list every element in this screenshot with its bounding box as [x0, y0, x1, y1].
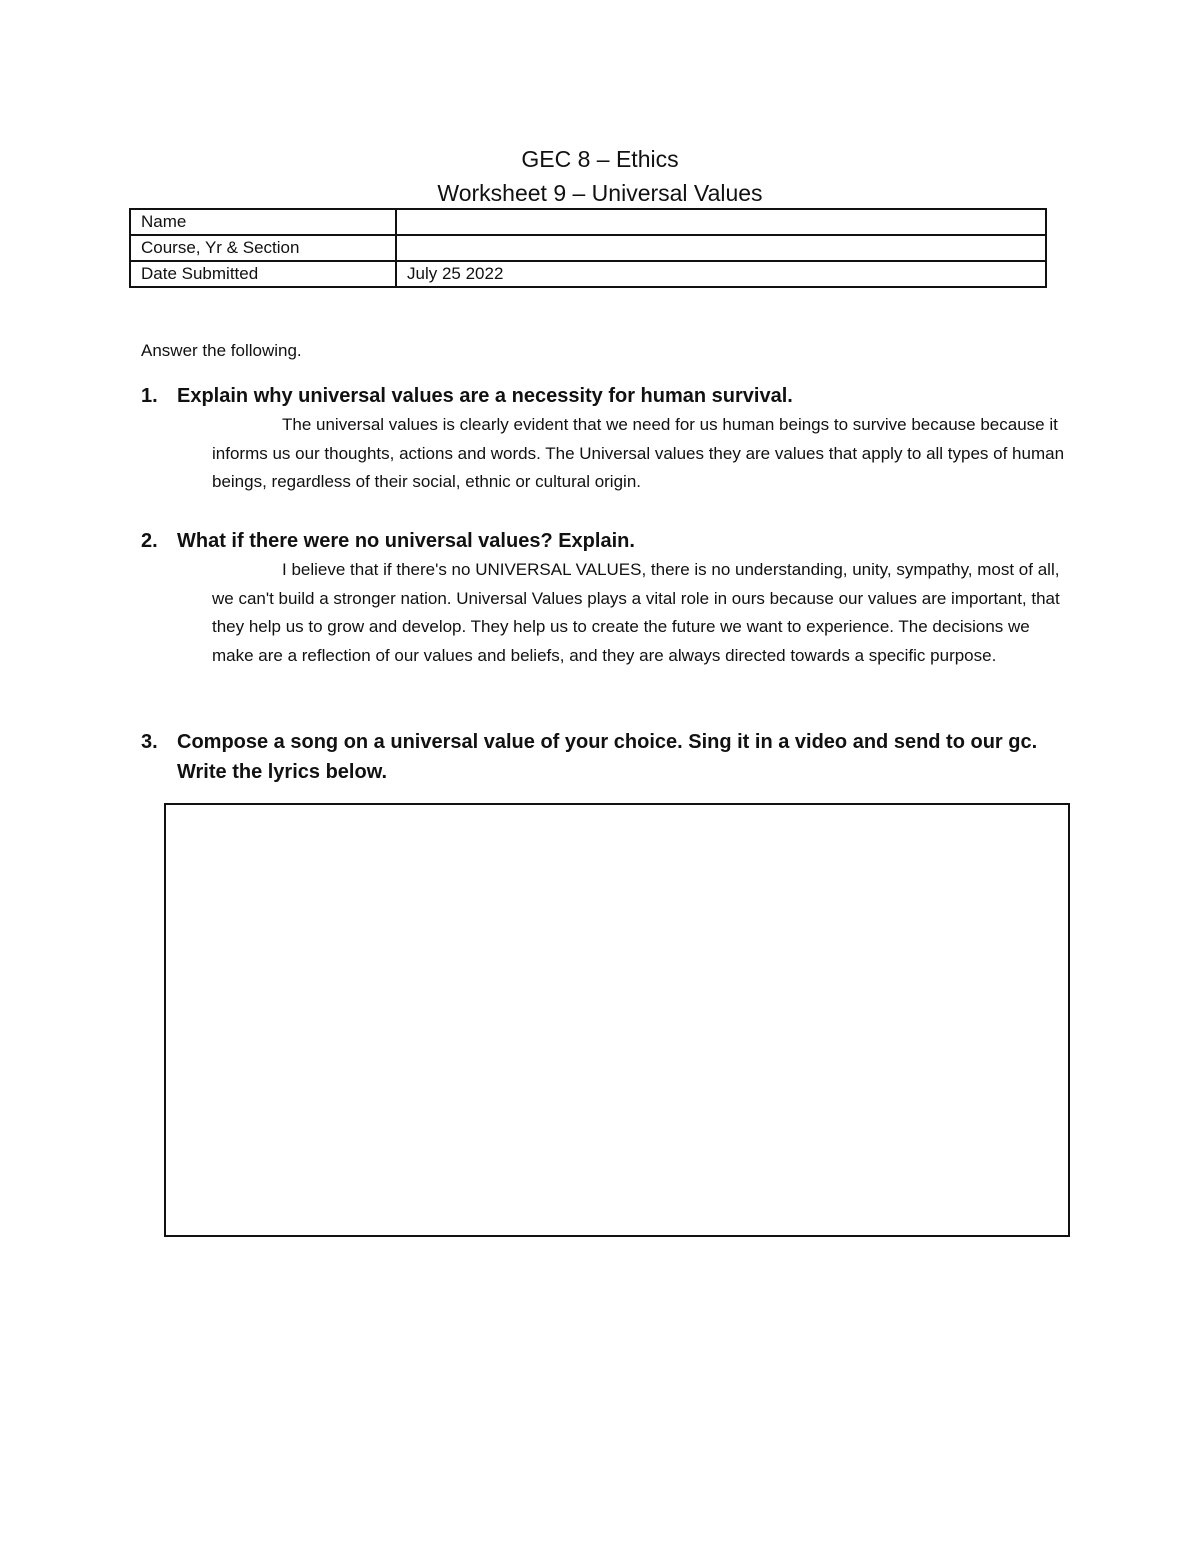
lyrics-answer-box[interactable] [164, 803, 1070, 1237]
question-3 [141, 727, 1061, 787]
answer-2: I believe that if there's no UNIVERSAL VALUES, there is no understanding, unity, sympathy, most of all, we can't build a stronger nation. Universal Values plays a vital role in ours because our values are important, that they help us to grow and develop. They help us to create the future we want to experience. The decisions we make are a reflection of our values and beliefs, and they are always directed towards a specific purpose. [212, 560, 1060, 666]
course-section-label: Course, Yr & Section [130, 235, 396, 261]
table-row [130, 209, 1046, 235]
question-text: Explain why universal values are a necessity for human survival. [177, 385, 793, 407]
instruction-text: Answer the following. [141, 341, 302, 360]
table-row [130, 261, 1046, 287]
answer-1: The universal values is clearly evident that we need for us human beings to survive because because it informs us our thoughts, actions and words. The Universal values they are values that apply to all types of human beings, regardless of their social, ethnic or cultural origin. [212, 415, 1065, 492]
question-text: Compose a song on a universal value of your choice. Sing it in a video and send to our gc. Write the lyrics below. [177, 731, 1038, 783]
course-section-field[interactable] [396, 235, 1046, 261]
name-field[interactable] [396, 209, 1046, 235]
name-label: Name [130, 209, 396, 235]
date-submitted-label: Date Submitted [130, 261, 396, 287]
question-text: What if there were no universal values? Explain. [177, 530, 635, 552]
date-submitted-field[interactable]: July 25 2022 [396, 261, 1046, 287]
worksheet-title: Worksheet 9 – Universal Values [437, 180, 763, 206]
question-number: 1. [141, 385, 158, 407]
table-row [130, 235, 1046, 261]
student-info-table [129, 208, 1047, 288]
course-title: GEC 8 – Ethics [521, 146, 679, 172]
question-number: 3. [141, 731, 158, 753]
question-2 [141, 526, 1061, 556]
question-1 [141, 381, 1061, 411]
question-number: 2. [141, 530, 158, 552]
